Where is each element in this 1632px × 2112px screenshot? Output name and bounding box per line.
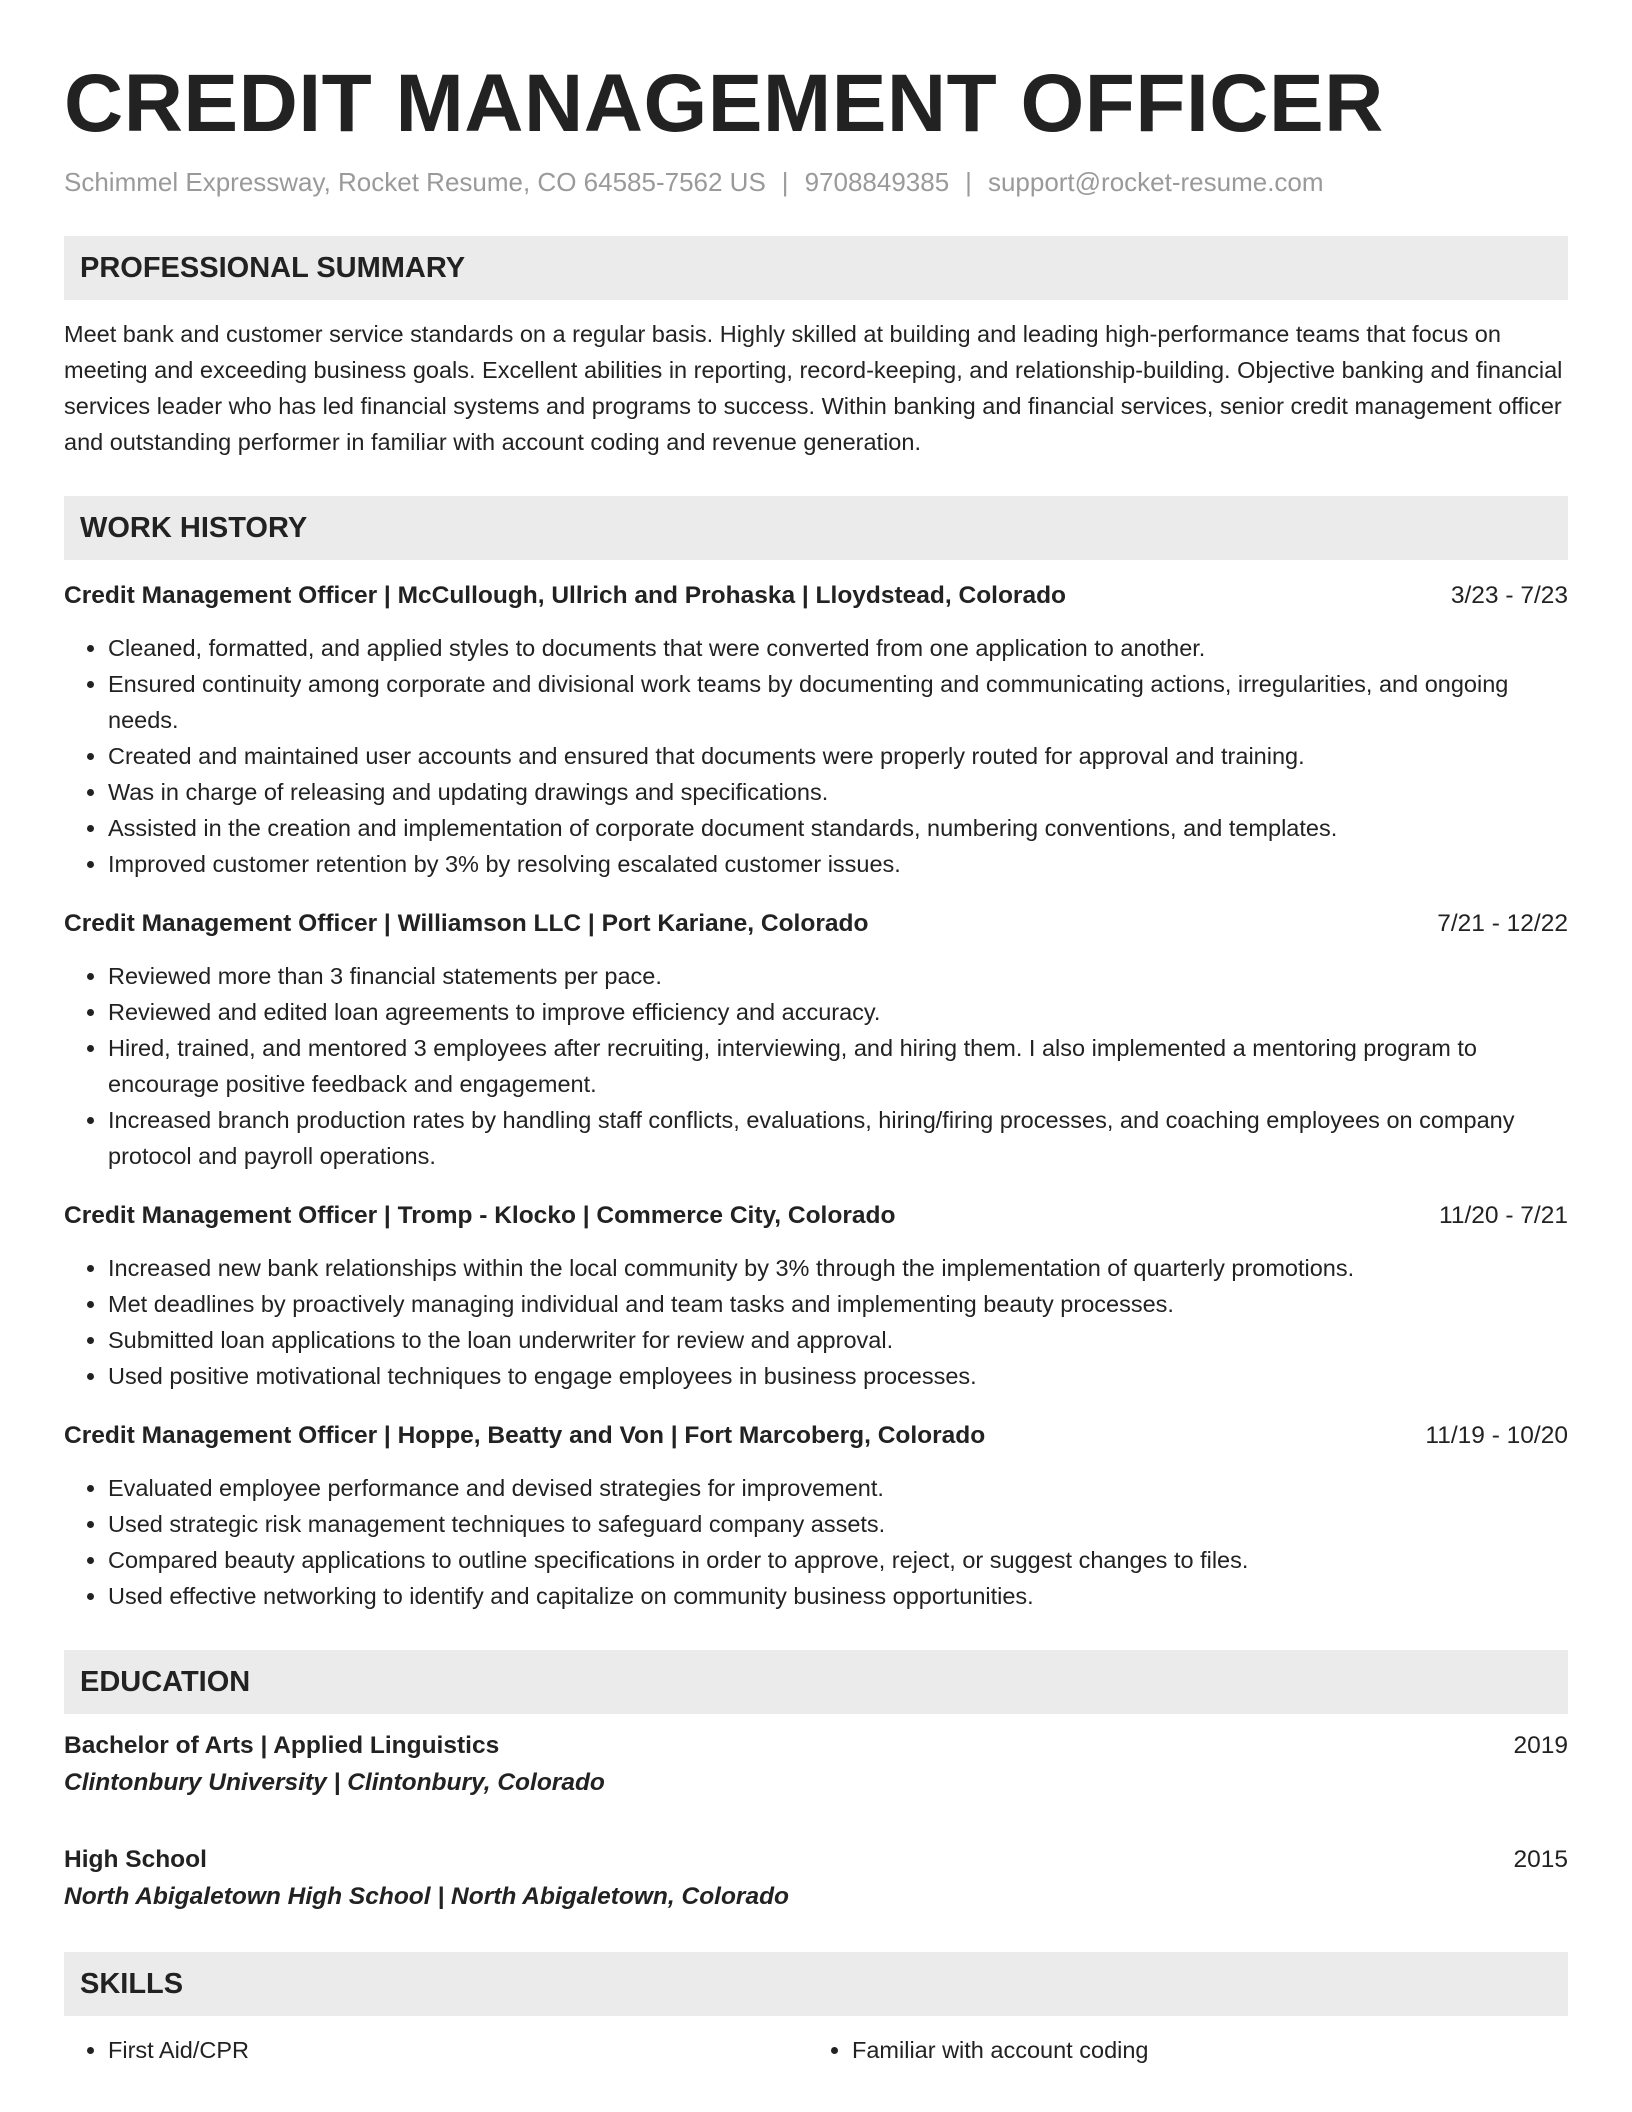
section-heading-education: EDUCATION bbox=[64, 1650, 1568, 1714]
job-title: Credit Management Officer | Hoppe, Beatty and Von | Fort Marcoberg, Colorado bbox=[64, 1422, 986, 1449]
job-bullet: • Met deadlines by proactively managing individual and team tasks and implementing beauty processes. bbox=[108, 1286, 1568, 1322]
education-degree: High School bbox=[64, 1846, 207, 1873]
education-entry bbox=[64, 1728, 1568, 1802]
job-bullets bbox=[64, 1250, 1568, 1394]
candidate-title: CREDIT MANAGEMENT OFFICER bbox=[64, 58, 1384, 149]
job-bullet: • Evaluated employee performance and devised strategies for improvement. bbox=[108, 1470, 1568, 1506]
job-bullet: • Reviewed more than 3 financial statements per pace. bbox=[108, 958, 1568, 994]
job-bullet: • Increased new bank relationships within the local community by 3% through the implementation of quarterly promotions. bbox=[108, 1250, 1568, 1286]
contact-phone: 9708849385 bbox=[804, 167, 950, 197]
job-entry bbox=[64, 1198, 1568, 1394]
job-entry bbox=[64, 906, 1568, 1174]
skill-item: • Familiar with account coding bbox=[852, 2032, 1552, 2068]
section-heading-summary: PROFESSIONAL SUMMARY bbox=[64, 236, 1568, 300]
job-bullet: • Improved customer retention by 3% by resolving escalated customer issues. bbox=[108, 846, 1568, 882]
skills-column-right bbox=[808, 2032, 1552, 2068]
contact-email: support@rocket-resume.com bbox=[987, 167, 1324, 197]
section-heading-work: WORK HISTORY bbox=[64, 496, 1568, 560]
education-entry bbox=[64, 1842, 1568, 1916]
job-bullet: • Cleaned, formatted, and applied styles to documents that were converted from one application to another. bbox=[108, 630, 1568, 666]
job-bullet: • Ensured continuity among corporate and divisional work teams by documenting and communicating actions, irregularities, and ongoing needs. bbox=[108, 666, 1568, 738]
job-entry bbox=[64, 1418, 1568, 1614]
job-header bbox=[64, 906, 1568, 942]
job-dates: 3/23 - 7/23 bbox=[1450, 582, 1568, 609]
education-degree: Bachelor of Arts | Applied Linguistics bbox=[64, 1732, 500, 1759]
job-bullet: • Hired, trained, and mentored 3 employees after recruiting, interviewing, and hiring them. I also implemented a mentoring program to encourage positive feedback and engagement. bbox=[108, 1030, 1568, 1102]
job-title: Credit Management Officer | Williamson LLC | Port Kariane, Colorado bbox=[64, 910, 869, 937]
job-title: Credit Management Officer | McCullough, Ullrich and Prohaska | Lloydstead, Colorado bbox=[64, 582, 1067, 609]
education-school: North Abigaletown High School | North Abigaletown, Colorado bbox=[64, 1883, 790, 1910]
job-bullet: • Reviewed and edited loan agreements to improve efficiency and accuracy. bbox=[108, 994, 1568, 1030]
contact-line bbox=[64, 164, 1568, 200]
education-school: Clintonbury University | Clintonbury, Colorado bbox=[64, 1769, 605, 1796]
education-year: 2015 bbox=[1513, 1846, 1568, 1873]
job-bullet: • Created and maintained user accounts and ensured that documents were properly routed for approval and training. bbox=[108, 738, 1568, 774]
job-dates: 11/19 - 10/20 bbox=[1425, 1422, 1568, 1449]
job-bullet: • Compared beauty applications to outline specifications in order to approve, reject, or suggest changes to files. bbox=[108, 1542, 1568, 1578]
job-bullet: • Used effective networking to identify and capitalize on community business opportunities. bbox=[108, 1578, 1568, 1614]
summary-text: Meet bank and customer service standards on a regular basis. Highly skilled at building and leading high-performance teams that focus on meeting and exceeding business goals. Excellent abilities in reporting, record-keeping, and relationship-building. Objective banking and financial services leader who has led financial systems and programs to success. Within banking and financial services, senior credit management officer and outstanding performer in familiar with account coding and revenue generation. bbox=[64, 321, 1563, 455]
job-bullet: • Used positive motivational techniques to engage employees in business processes. bbox=[108, 1358, 1568, 1394]
contact-address: Schimmel Expressway, Rocket Resume, CO 64585-7562 US bbox=[64, 167, 766, 197]
job-header bbox=[64, 1418, 1568, 1454]
job-bullet: • Assisted in the creation and implementation of corporate document standards, numbering conventions, and templates. bbox=[108, 810, 1568, 846]
job-bullet: • Increased branch production rates by handling staff conflicts, evaluations, hiring/firing processes, and coaching employees on company protocol and payroll operations. bbox=[108, 1102, 1568, 1174]
education-year: 2019 bbox=[1513, 1732, 1568, 1759]
job-header bbox=[64, 578, 1568, 614]
job-dates: 7/21 - 12/22 bbox=[1437, 910, 1568, 937]
contact-separator: | bbox=[965, 167, 972, 197]
job-dates: 11/20 - 7/21 bbox=[1439, 1202, 1568, 1229]
job-bullets bbox=[64, 958, 1568, 1174]
education-header bbox=[64, 1842, 1568, 1878]
education-header bbox=[64, 1728, 1568, 1764]
job-bullet: • Used strategic risk management techniques to safeguard company assets. bbox=[108, 1506, 1568, 1542]
job-header bbox=[64, 1198, 1568, 1234]
job-bullets bbox=[64, 630, 1568, 882]
skills-list bbox=[64, 2032, 1568, 2068]
skill-item: • First Aid/CPR bbox=[108, 2032, 808, 2068]
section-heading-skills: SKILLS bbox=[64, 1952, 1568, 2016]
job-entry bbox=[64, 578, 1568, 882]
skills-column-left bbox=[64, 2032, 808, 2068]
job-bullets bbox=[64, 1470, 1568, 1614]
contact-separator: | bbox=[781, 167, 789, 197]
job-bullet: • Submitted loan applications to the loan underwriter for review and approval. bbox=[108, 1322, 1568, 1358]
job-bullet: • Was in charge of releasing and updating drawings and specifications. bbox=[108, 774, 1568, 810]
job-title: Credit Management Officer | Tromp - Klocko | Commerce City, Colorado bbox=[64, 1202, 896, 1229]
